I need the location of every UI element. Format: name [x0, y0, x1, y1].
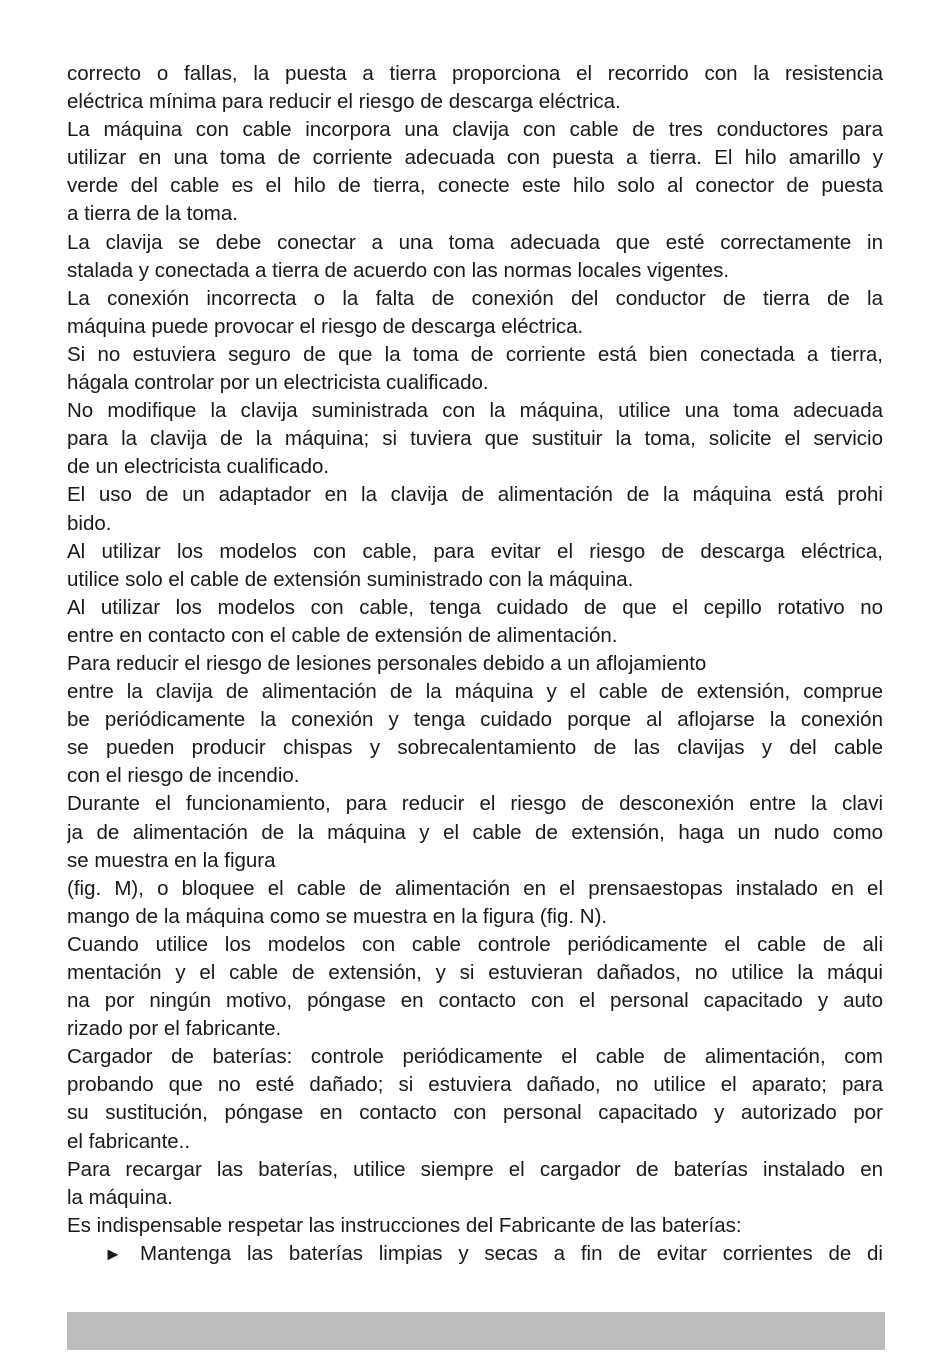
text-line: mango de la máquina como se muestra en la figura (fig. N). [67, 904, 608, 928]
text-line: stalada y conectada a tierra de acuerdo con las normas locales vigentes. [67, 258, 730, 282]
text-line: correcto o fallas, la puesta a tierra proporciona el recorrido con la resistencia [67, 62, 883, 85]
text-line: verde del cable es el hilo de tierra, conecte este hilo solo al conector de puesta [67, 174, 883, 198]
text-line: se pueden producir chispas y sobrecalentamiento de las clavijas y del cable [67, 736, 883, 760]
text-line: Cargador de baterías: controle periódicamente el cable de alimentación, com [67, 1045, 883, 1069]
text-line: Cuando utilice los modelos con cable controle periódicamente el cable de ali [67, 932, 883, 956]
text-line: rizado por el fabricante. [67, 1017, 282, 1041]
text-line: na por ningún motivo, póngase en contacto con el personal capacitado y auto [67, 989, 883, 1013]
text-line: a tierra de la toma. [67, 202, 238, 226]
text-line: La conexión incorrecta o la falta de conexión del conductor de tierra de la [67, 286, 883, 310]
text-line: (fig. M), o bloquee el cable de alimentación en el prensaestopas instalado en el [67, 876, 883, 900]
text-line: La máquina con cable incorpora una clavija con cable de tres conductores para [67, 118, 883, 142]
text-line: El uso de un adaptador en la clavija de alimentación de la máquina está prohi [67, 483, 883, 507]
document-body [67, 60, 883, 1268]
text-line: utilice solo el cable de extensión suministrado con la máquina. [67, 567, 634, 591]
text-line: No modifique la clavija suministrada con la máquina, utilice una toma adecuada [67, 399, 883, 423]
text-line: de un electricista cualificado. [67, 455, 330, 479]
bullet-text: Mantenga las baterías limpias y secas a fin de evitar corrientes de di [140, 1241, 883, 1265]
text-line: hágala controlar por un electricista cualificado. [67, 371, 489, 395]
bullet-item [67, 1240, 883, 1268]
text-line: Si no estuviera seguro de que la toma de corriente está bien conectada a tierra, [67, 342, 883, 366]
text-line: para la clavija de la máquina; si tuviera que sustituir la toma, solicite el servicio [67, 427, 883, 451]
text-line: Al utilizar los modelos con cable, tenga cuidado de que el cepillo rotativo no [67, 595, 883, 619]
text-line: eléctrica mínima para reducir el riesgo de descarga eléctrica. [67, 90, 621, 114]
text-line: Para recargar las baterías, utilice siempre el cargador de baterías instalado en [67, 1157, 883, 1181]
bullet-arrow-icon: ► [104, 1243, 122, 1264]
text-line: mentación y el cable de extensión, y si estuvieran dañados, no utilice la máqui [67, 961, 883, 984]
text-line: Es indispensable respetar las instrucciones del Fabricante de las baterías: [67, 1213, 742, 1237]
text-line: entre la clavija de alimentación de la máquina y el cable de extensión, comprue [67, 680, 883, 704]
text-line: se muestra en la figura [67, 848, 276, 872]
text-line: utilizar en una toma de corriente adecuada con puesta a tierra. El hilo amarillo y [67, 146, 883, 170]
text-line: entre en contacto con el cable de extensión de alimentación. [67, 623, 618, 647]
text-line: La clavija se debe conectar a una toma adecuada que esté correctamente in [67, 230, 883, 254]
text-line: su sustitución, póngase en contacto con personal capacitado y autorizado por [67, 1101, 883, 1125]
text-line: probando que no esté dañado; si estuviera dañado, no utilice el aparato; para [67, 1073, 883, 1097]
text-line: máquina puede provocar el riesgo de descarga eléctrica. [67, 314, 584, 338]
text-line: el fabricante.. [67, 1129, 191, 1153]
text-line: con el riesgo de incendio. [67, 764, 300, 788]
text-line: Para reducir el riesgo de lesiones personales debido a un aflojamiento [67, 651, 707, 675]
text-line: ja de alimentación de la máquina y el cable de extensión, haga un nudo como [67, 820, 883, 844]
text-line: Al utilizar los modelos con cable, para evitar el riesgo de descarga eléctrica, [67, 539, 883, 563]
text-line: la máquina. [67, 1185, 173, 1209]
text-line: bido. [67, 511, 112, 535]
text-line: be periódicamente la conexión y tenga cuidado porque al aflojarse la conexión [67, 708, 883, 732]
footer-bar [67, 1312, 885, 1350]
text-line: Durante el funcionamiento, para reducir el riesgo de desconexión entre la clavi [67, 792, 883, 816]
